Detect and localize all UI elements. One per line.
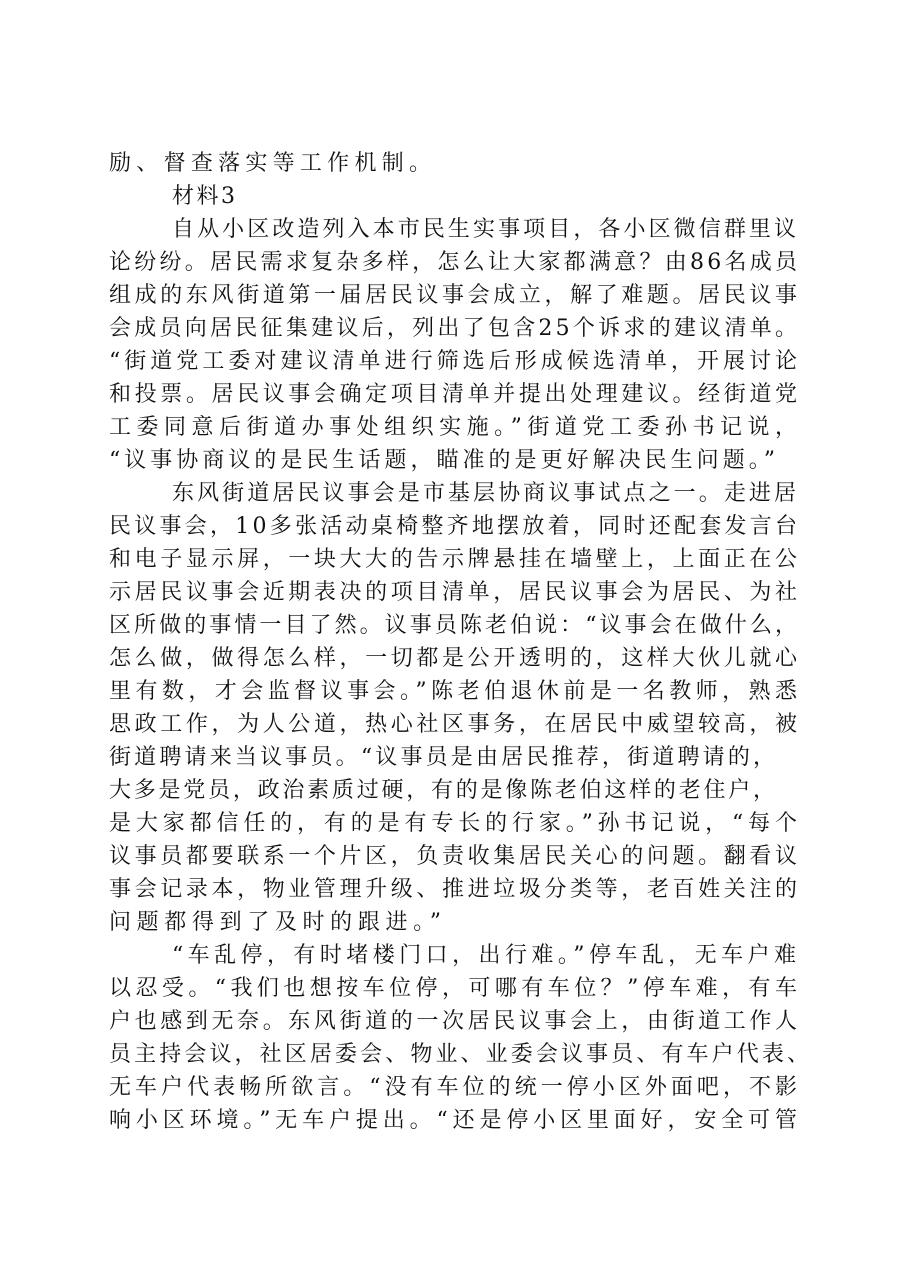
text-line: [109, 609, 909, 643]
text-line: [109, 774, 909, 808]
text-line: [109, 510, 909, 544]
text-line: [109, 873, 909, 907]
line-text: 员主持会议，社区居委会、物业、业委会议事员、有车户代表、: [109, 1042, 813, 1067]
text-line: [109, 840, 909, 874]
line-text: 组成的东风街道第一届居民议事会成立，解了难题。居民议事: [109, 283, 801, 308]
text-line: [109, 906, 909, 940]
text-line: [109, 378, 909, 412]
line-text: 示居民议事会近期表决的项目清单，居民议事会为居民、为社: [109, 580, 801, 605]
line-text: 思政工作，为人公道，热心社区事务，在居民中威望较高，被: [109, 712, 801, 737]
text-line: [109, 972, 909, 1006]
text-line: [172, 180, 909, 214]
text-line: [109, 543, 909, 577]
line-text: “议事协商议的是民生话题，瞄准的是更好解决民生问题。”: [109, 448, 780, 473]
line-text: 响小区环境。”无车户提出。“还是停小区里面好，安全可管: [109, 1108, 802, 1133]
line-text: 和投票。居民议事会确定项目清单并提出处理建议。经街道党: [109, 382, 801, 407]
text-line: [109, 1005, 909, 1039]
text-line: [109, 576, 909, 610]
line-text: 怎么做，做得怎么样，一切都是公开透明的，这样大伙儿就心: [109, 646, 801, 671]
text-line: [172, 477, 909, 511]
text-line: [109, 1104, 909, 1138]
line-text: 街道聘请来当议事员。“议事员是由居民推荐，街道聘请的，: [109, 745, 779, 770]
text-line: [109, 345, 909, 379]
text-line: [109, 411, 909, 445]
line-text: 民议事会，10多张活动桌椅整齐地摆放着，同时还配套发言台: [109, 514, 801, 539]
line-text: 材料3: [172, 184, 238, 209]
text-line: [109, 1071, 909, 1105]
line-text: 工委同意后街道办事处组织实施。”街道党工委孙书记说，: [109, 415, 803, 440]
line-text: 大多是党员，政治素质过硬，有的是像陈老伯这样的老住户，: [109, 778, 778, 803]
text-line: [109, 312, 909, 346]
text-line: [109, 642, 909, 676]
line-text: 和电子显示屏，一块大大的告示牌悬挂在墙壁上，上面正在公: [109, 547, 801, 572]
text-line: [109, 807, 909, 841]
line-text: 以忍受。“我们也想按车位停，可哪有车位？”停车难，有车: [109, 976, 802, 1001]
line-text: 区所做的事情一目了然。议事员陈老伯说：“议事会在做什么，: [109, 613, 801, 638]
text-line: [109, 708, 909, 742]
line-text: 议事员都要联系一个片区，负责收集居民关心的问题。翻看议: [109, 844, 801, 869]
text-line: [109, 444, 909, 478]
line-text: 无车户代表畅所欲言。“没有车位的统一停小区外面吧，不影: [109, 1075, 802, 1100]
line-text: 户也感到无奈。东风街道的一次居民议事会上，由街道工作人: [109, 1009, 801, 1034]
text-line: [109, 741, 909, 775]
text-line: [109, 246, 909, 280]
text-line: [109, 675, 909, 709]
line-text: 论纷纷。居民需求复杂多样，怎么让大家都满意？由86名成员: [109, 250, 801, 275]
text-line: [109, 279, 909, 313]
line-text: 自从小区改造列入本市民生实事项目，各小区微信群里议: [172, 217, 800, 242]
line-text: 事会记录本，物业管理升级、推进垃圾分类等，老百姓关注的: [109, 877, 801, 902]
text-line: [172, 939, 909, 973]
line-text: “车乱停，有时堵楼门口，出行难。”停车乱，无车户难: [172, 943, 801, 968]
text-line: [109, 1038, 909, 1072]
line-text: 问题都得到了及时的跟进。”: [109, 910, 447, 935]
text-line: [109, 147, 909, 181]
line-text: 是大家都信任的，有的是有专长的行家。”孙书记说，“每个: [109, 811, 802, 836]
text-line: [172, 213, 909, 247]
line-text: 会成员向居民征集建议后，列出了包含25个诉求的建议清单。: [109, 316, 801, 341]
line-text: “街道党工委对建议清单进行筛选后形成候选清单，开展讨论: [109, 349, 802, 374]
line-text: 东风街道居民议事会是市基层协商议事试点之一。走进居: [172, 481, 800, 506]
line-text: 励、督查落实等工作机制。: [109, 151, 437, 176]
line-text: 里有数，才会监督议事会。”陈老伯退休前是一名教师，熟悉: [109, 679, 802, 704]
